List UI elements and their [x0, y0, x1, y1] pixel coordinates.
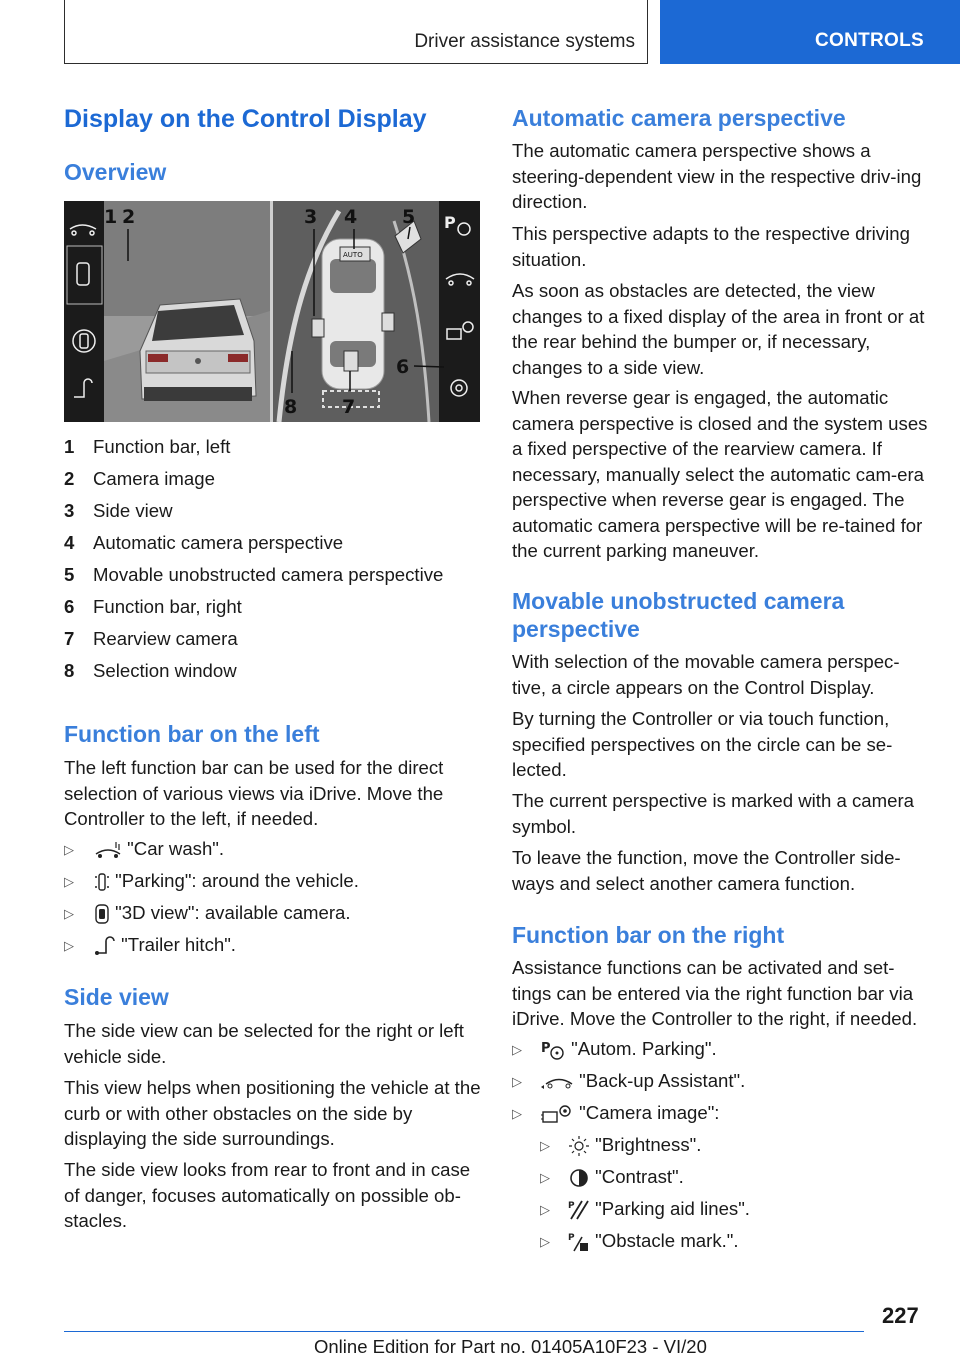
side-view-text-1: The side view can be selected for the right or left vehicle side.	[64, 1020, 464, 1067]
figure-auto-label: AUTO	[343, 251, 363, 259]
list-item-text: "Brightness".	[595, 1134, 702, 1155]
overview-heading: Overview	[64, 159, 167, 185]
contrast-icon	[568, 1167, 590, 1189]
legend-number: 4	[64, 532, 75, 553]
side-view-text-3: The side view looks from rear to front and in case of danger, focuses automatically on possible ob‐stacles.	[64, 1159, 471, 1231]
legend-text: Automatic camera perspective	[93, 532, 344, 553]
camera-image-icon	[540, 1103, 574, 1125]
list-item-text: "Back-up Assistant".	[579, 1070, 746, 1091]
movable-perspective-text-3: The current perspective is marked with a camera symbol.	[512, 790, 914, 837]
back-up-assistant-icon	[540, 1072, 574, 1092]
figure-callout-4: 4	[344, 206, 358, 228]
footer-divider	[64, 1331, 864, 1332]
legend-text: Selection window	[93, 660, 237, 681]
list-item-text: "Obstacle mark.".	[595, 1230, 739, 1251]
movable-perspective-text-2: By turning the Controller or via touch function, specified perspectives on the circle can be se‐lected.	[512, 708, 893, 780]
legend-number: 2	[64, 468, 75, 489]
automatic-perspective-heading: Automatic camera perspective	[512, 105, 846, 131]
header-section-title: Driver assistance systems	[414, 31, 635, 52]
automatic-perspective-text-4: When reverse gear is engaged, the automatic camera perspective is closed and the system uses a fixed perspective of the rearview camera. If necessary, manually select the automatic cam‐era perspective when reverse gear is engaged. The automatic camera perspective will be re‐tained for the current parking maneuver.	[512, 387, 928, 561]
legend-number: 6	[64, 596, 75, 617]
trailer-hitch-icon	[94, 935, 116, 957]
svg-text:P: P	[541, 1041, 551, 1057]
header-chapter-tab	[660, 0, 960, 64]
svg-text:P: P	[568, 1233, 575, 1244]
page-title: Display on the Control Display	[64, 105, 427, 133]
figure-callout-3: 3	[304, 206, 318, 228]
figure-callout-6: 6	[396, 356, 410, 378]
3d-view-icon	[94, 903, 110, 925]
legend-text: Camera image	[93, 468, 215, 489]
automatic-perspective-text-3: As soon as obstacles are detected, the view changes to a fixed display of the area in front or at the rear behind the bumper or, if necessary, changes to a side view.	[512, 280, 925, 378]
car-wash-icon	[94, 840, 122, 860]
figure-callout-5: 5	[402, 206, 416, 228]
obstacle-marking-icon	[568, 1231, 590, 1253]
legend-text: Rearview camera	[93, 628, 238, 649]
legend-text: Movable unobstructed camera perspective	[93, 564, 444, 585]
side-view-heading: Side view	[64, 984, 169, 1010]
list-item-text: "Parking aid lines".	[595, 1198, 750, 1219]
list-item-text: "Car wash".	[127, 838, 225, 859]
movable-perspective-text-1: With selection of the movable camera perspec‐tive, a circle appears on the Control Display.	[512, 651, 900, 698]
function-bar-right-heading: Function bar on the right	[512, 922, 785, 948]
automatic-perspective-text-2: This perspective adapts to the respective driving situation.	[512, 223, 910, 270]
legend-number: 7	[64, 628, 75, 649]
brightness-icon	[568, 1135, 590, 1157]
function-bar-left-heading: Function bar on the left	[64, 721, 320, 747]
function-bar-right-text: Assistance functions can be activated and set‐tings can be entered via the right function bar via iDrive. Move the Controller to the right, if needed.	[512, 957, 918, 1029]
automatic-perspective-text-1: The automatic camera perspective shows a steering-dependent view in the respective driv‐ing direction.	[512, 140, 922, 212]
legend-number: 1	[64, 436, 75, 457]
legend-number: 3	[64, 500, 75, 521]
figure-callout-2: 2	[122, 206, 136, 228]
legend-text: Function bar, left	[93, 436, 231, 457]
autom-parking-icon	[540, 1039, 566, 1061]
camera-image-suv	[140, 299, 256, 401]
header-section-box	[64, 0, 648, 64]
footer-edition: Online Edition for Part no. 01405A10F23 - VI/20	[314, 1336, 707, 1357]
control-display-figure	[64, 201, 480, 422]
legend-text: Function bar, right	[93, 596, 242, 617]
movable-perspective-heading-line-2: perspective	[512, 616, 640, 642]
list-item-text: "Autom. Parking".	[571, 1038, 717, 1059]
side-view-text-2: This view helps when positioning the vehicle at the curb or with other obstacles on the side by displaying the side surroundings.	[64, 1077, 481, 1149]
movable-perspective-heading-line-1: Movable unobstructed camera	[512, 588, 845, 614]
list-item-text: "Parking": around the vehicle.	[115, 870, 359, 891]
header-chapter-title: CONTROLS	[815, 30, 925, 51]
list-item-text: "3D view": available camera.	[115, 902, 351, 923]
parking-icon	[94, 871, 110, 893]
list-item-text: "Trailer hitch".	[121, 934, 236, 955]
legend-number: 5	[64, 564, 75, 585]
figure-callout-1: 1	[104, 206, 118, 228]
legend-text: Side view	[93, 500, 173, 521]
page-number: 227	[882, 1303, 919, 1328]
movable-perspective-text-4: To leave the function, move the Controller side‐ways and select another camera function.	[512, 847, 901, 894]
function-bar-left-text: The left function bar can be used for the direct selection of various views via iDrive. Move the Controller to the left, if needed.	[64, 757, 444, 829]
legend-number: 8	[64, 660, 75, 681]
parking-aid-lines-icon	[568, 1199, 590, 1221]
figure-callout-8: 8	[284, 396, 298, 418]
svg-text:P: P	[444, 213, 456, 232]
figure-callout-7: 7	[342, 396, 356, 418]
list-item-text: "Contrast".	[595, 1166, 684, 1187]
list-item-text: "Camera image":	[579, 1102, 720, 1123]
svg-text:P: P	[568, 1201, 575, 1212]
